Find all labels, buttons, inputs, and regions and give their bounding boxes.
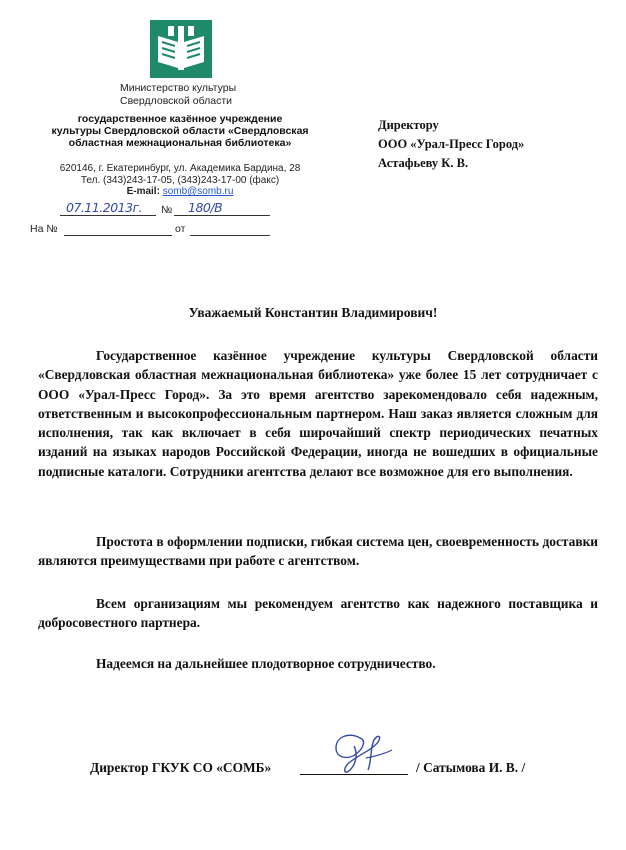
recipient-line: Директору (378, 118, 439, 132)
paragraph-4: Надеемся на дальнейшее плодотворное сотрудничество. (96, 656, 436, 671)
ministry-logo-icon (150, 20, 212, 78)
handwritten-date: 07.11.2013г. (66, 200, 143, 215)
org-line: культуры Свердловской области «Свердловская (51, 125, 309, 137)
paragraph-2: Простота в оформлении подписки, гибкая система цен, своевременность доставки являются преимуществами при работе с агентством. (38, 534, 598, 569)
contact-info (30, 163, 330, 198)
number-label: № (161, 204, 173, 216)
ministry-line: Свердловской области (120, 94, 233, 107)
paragraph-3: Всем организациям мы рекомендуем агентство как надежного поставщика и добросовестного партнера. (38, 596, 598, 631)
ministry-line: Министерство культуры (120, 82, 237, 94)
ref-date-underline (190, 235, 270, 236)
organization-name (30, 113, 330, 149)
signatory-title: Директор ГКУК СО «СОМБ» (90, 760, 272, 775)
org-line: областная межнациональная библиотека» (68, 137, 292, 149)
recipient-line: ООО «Урал-Пресс Город» (378, 137, 525, 151)
signatory-name: / Сатымова И. В. / (416, 760, 526, 775)
outgoing-date-number (60, 200, 276, 218)
number-underline (174, 215, 270, 216)
ministry-name (120, 82, 260, 107)
ref-number-underline (64, 235, 172, 236)
handwritten-number: 180/В (188, 200, 223, 215)
phone: Тел. (343)243-17-05, (343)243-17-00 (факс) (80, 174, 280, 186)
email-link[interactable]: somb@somb.ru (162, 186, 234, 197)
date-underline (60, 215, 156, 216)
recipient-block (378, 116, 608, 173)
email-row (30, 186, 330, 198)
ref-from-label: от (175, 223, 186, 235)
recipient-line: Астафьеву К. В. (378, 156, 469, 170)
greeting: Уважаемый Константин Владимирович! (188, 305, 438, 320)
handwritten-signature-icon (320, 728, 400, 780)
org-line: государственное казённое учреждение (77, 113, 283, 125)
reference-line (30, 224, 276, 240)
address: 620146, г. Екатеринбург, ул. Академика Бардина, 28 (59, 163, 301, 174)
paragraph-1: Государственное казённое учреждение культуры Свердловской области «Свердловская областная межнациональная библиотека» уже более 15 лет сотрудничает с ООО «Урал-Пресс Город». За это время агентство зарекомендовало себя надежным, ответственным и высокопрофессиональным партнером. Наш заказ является сложным для исполнения, так как включает в себя широчайший спектр периодических печатных изданий на языках народов Российской Федерации, иногда не вошедших в официальные подписные каталоги. Сотрудники агентства делают все возможное для его выполнения. (38, 348, 598, 479)
email-label: E-mail: (126, 186, 160, 197)
ref-label: На № (30, 223, 58, 235)
